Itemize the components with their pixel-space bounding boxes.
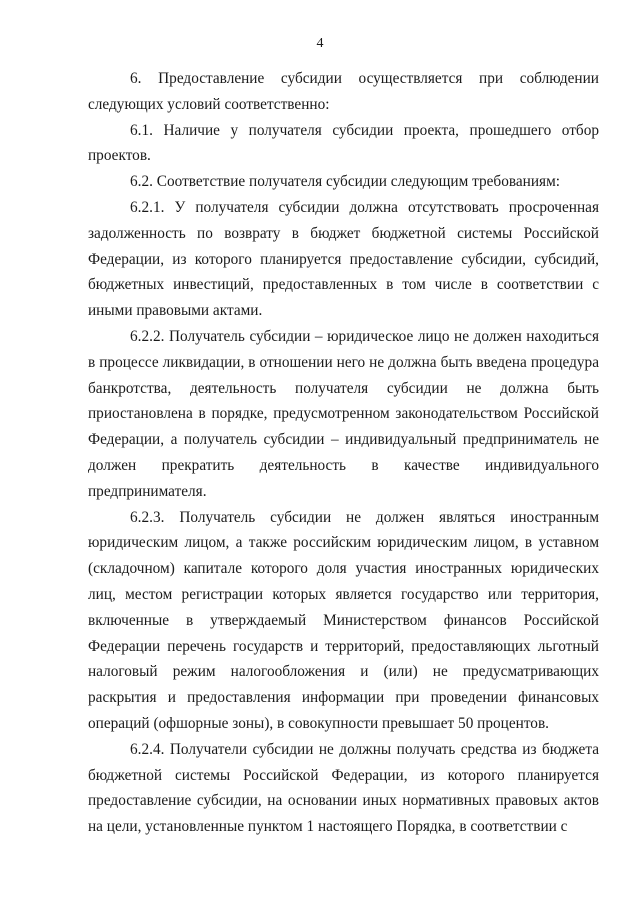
- paragraph-6-2-4: 6.2.4. Получатели субсидии не должны получать средства из бюджета бюджетной системы Российской Федерации, из которого планируется предоставление субсидии, на основании иных нормативных правовых актов на цели, установленные пунктом 1 настоящего Порядка, в соответствии с: [88, 740, 599, 836]
- page-number: 4: [316, 36, 324, 51]
- paragraph-6-2-3: 6.2.3. Получатель субсидии не должен являться иностранным юридическим лицом, а также российским юридическим лицом, в уставном (складочном) капитале которого доля участия иностранных юридических лиц, местом регистрации которых является государство или территория, включенные в утверждаемый Министерством финансов Российской Федерации перечень государств и территорий, предоставляющих льготный налоговый режим налогообложения и (или) не предусматривающих раскрытия и предоставления информации при проведении финансовых операций (офшорные зоны), в совокупности превышает 50 процентов.: [88, 508, 599, 732]
- paragraph-6-1: 6.1. Наличие у получателя субсидии проекта, прошедшего отбор проектов.: [88, 121, 599, 165]
- paragraph-6-2-2: 6.2.2. Получатель субсидии – юридическое лицо не должен находиться в процессе ликвидации, в отношении него не должна быть введена процедура банкротства, деятельность получателя субсидии не должна быть приостановлена в порядке, предусмотренном законодательством Российской Федерации, а получатель субсидии – индивидуальный предприниматель не должен прекратить деятельность в качестве индивидуального предпринимателя.: [88, 327, 599, 500]
- paragraph-6-2: 6.2. Соответствие получателя субсидии следующим требованиям:: [130, 173, 561, 191]
- document-body: [88, 66, 599, 840]
- paragraph-6-2-1: 6.2.1. У получателя субсидии должна отсутствовать просроченная задолженность по возврату в бюджет бюджетной системы Российской Федерации, из которого планируется предоставление субсидии, субсидий, бюджетных инвестиций, предоставленных в том числе в соответствии с иными правовыми актами.: [88, 198, 599, 320]
- paragraph-6: 6. Предоставление субсидии осуществляется при соблюдении следующих условий соответственно:: [88, 70, 599, 113]
